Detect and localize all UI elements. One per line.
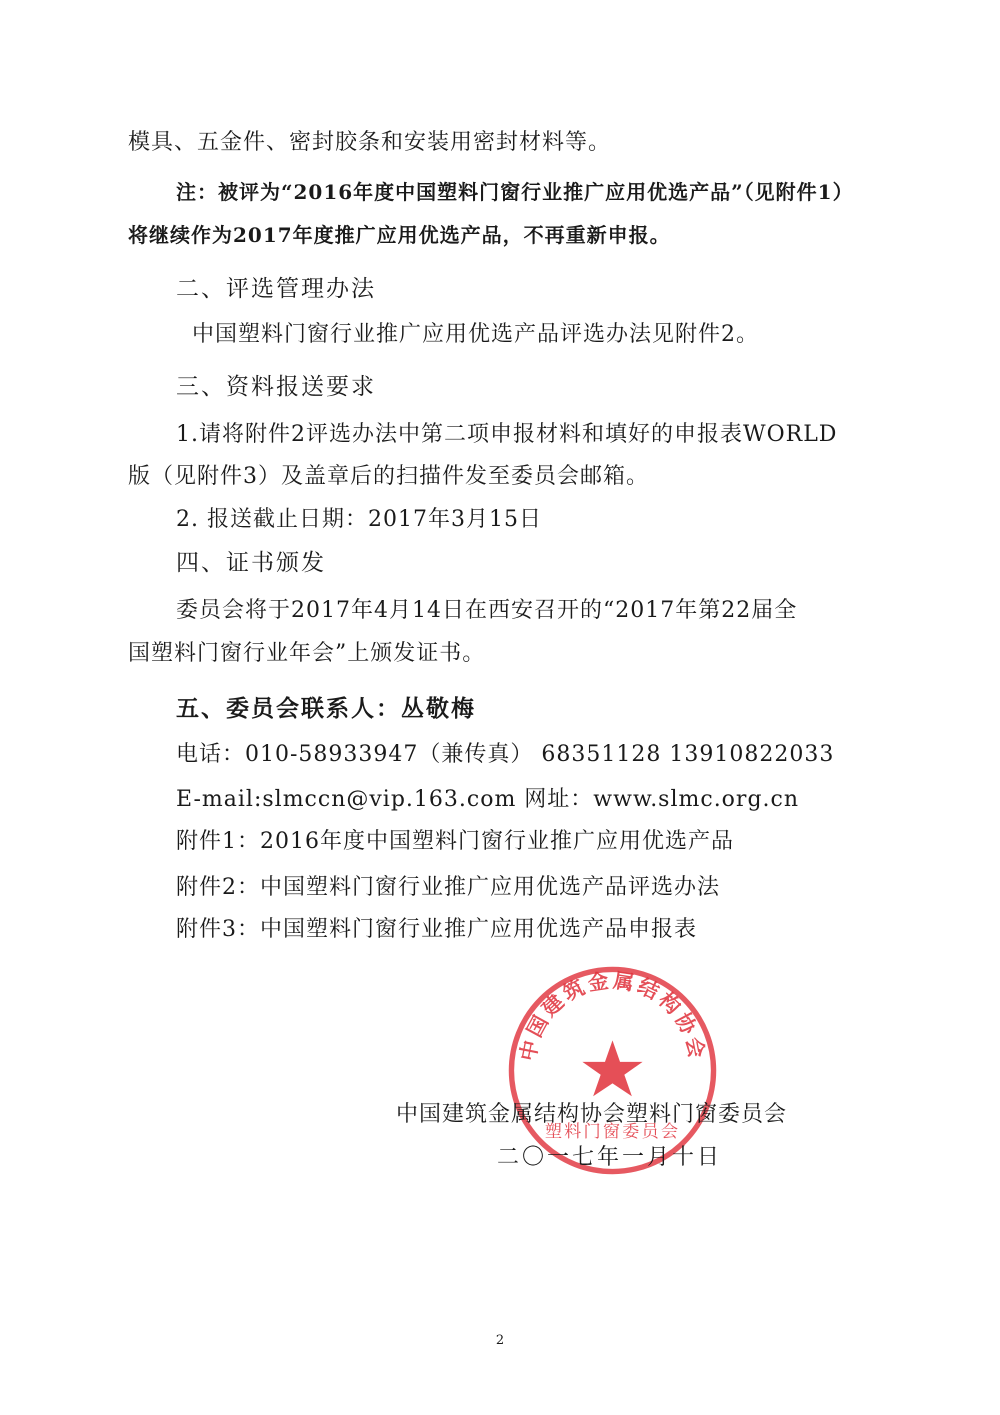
section3-item1-line1: 1.请将附件2评选办法中第二项申报材料和填好的申报表WORLD: [176, 422, 838, 447]
attachment-2: 附件2：中国塑料门窗行业推广应用优选产品评选办法: [176, 875, 720, 900]
section3-heading: 三、资料报送要求: [176, 374, 376, 400]
signing-date: 二〇一七年一月十日: [497, 1145, 723, 1170]
section3-item2: 2. 报送截止日期：2017年3月15日: [176, 507, 542, 532]
section2-body: 中国塑料门窗行业推广应用优选产品评选办法见附件2。: [192, 322, 759, 347]
section4-heading: 四、证书颁发: [176, 550, 326, 576]
section4-body-line2: 国塑料门窗行业年会”上颁发证书。: [128, 641, 486, 666]
section2-heading: 二、评选管理办法: [176, 276, 376, 302]
contact-phone: 电话：010-58933947（兼传真） 68351128 13910822033: [176, 742, 835, 767]
note-line-2: 将继续作为2017年度推广应用优选产品，不再重新申报。: [128, 223, 671, 247]
section4-body-line1: 委员会将于2017年4月14日在西安召开的“2017年第22届全: [176, 598, 798, 623]
signing-organization: 中国建筑金属结构协会塑料门窗委员会: [396, 1102, 788, 1127]
section3-item1-line2: 版（见附件3）及盖章后的扫描件发至委员会邮箱。: [128, 464, 649, 489]
note-line-1: 注：被评为“2016年度中国塑料门窗行业推广应用优选产品”（见附件1）: [176, 180, 854, 204]
star-icon: [582, 1040, 642, 1096]
seal-inner-text: 塑料门窗委员会: [544, 1122, 681, 1143]
contact-email-website: E-mail:slmccn@vip.163.com 网址：www.slmc.org.cn: [176, 787, 800, 812]
page-number: 2: [495, 1333, 505, 1348]
attachment-3: 附件3：中国塑料门窗行业推广应用优选产品申报表: [176, 917, 697, 942]
section5-heading: 五、委员会联系人：丛敬梅: [176, 695, 476, 722]
continuation-text: 模具、五金件、密封胶条和安装用密封材料等。: [128, 130, 612, 155]
seal-outer-text: 中国建筑金属结构协会: [515, 968, 710, 1063]
attachment-1: 附件1：2016年度中国塑料门窗行业推广应用优选产品: [176, 829, 734, 854]
